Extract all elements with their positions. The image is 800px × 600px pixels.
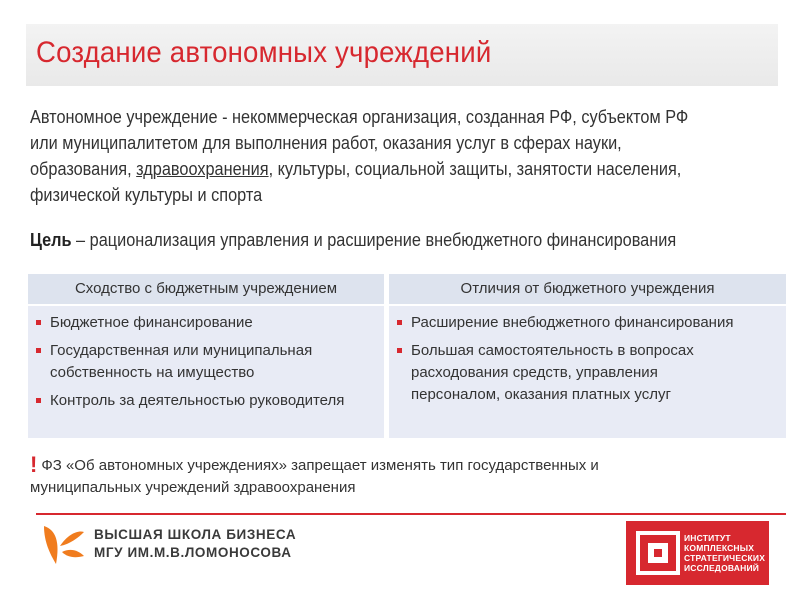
institute-text-line-1: ИНСТИТУТ [684, 533, 731, 543]
law-note-line-1 [30, 452, 790, 477]
law-note-text-1: ФЗ «Об автономных учреждениях» запрещает изменять тип государственных и [41, 457, 599, 474]
footer-divider [36, 513, 786, 515]
list-item-text: Бюджетное финансирование [50, 314, 253, 331]
institute-emblem-icon [636, 531, 680, 575]
differences-header: Отличия от бюджетного учреждения [389, 274, 786, 304]
institute-text-line-4: ИССЛЕДОВАНИЙ [684, 563, 760, 573]
similarities-header: Сходство с бюджетным учреждением [28, 274, 384, 304]
bullet-square-icon [397, 348, 402, 353]
slide-title: Создание автономных учреждений [36, 36, 492, 69]
intro-paragraph [30, 104, 718, 208]
business-school-emblem-icon [38, 522, 86, 568]
comparison-table [28, 274, 786, 438]
institute-logo [626, 521, 769, 585]
institute-text-line-2: КОМПЛЕКСНЫХ [684, 543, 755, 553]
similarities-column [28, 274, 384, 438]
bullet-square-icon [36, 398, 41, 403]
intro-line-3-end: , культуры, социальной защиты, занятости населения, [268, 159, 682, 179]
logo-text-line-2: МГУ ИМ.М.В.ЛОМОНОСОВА [94, 545, 292, 560]
list-item-text: Контроль за деятельностью руководителя [50, 392, 345, 409]
list-item [397, 312, 778, 334]
list-item [397, 340, 778, 406]
list-item [36, 390, 376, 412]
intro-line-4: физической культуры и спорта [30, 185, 263, 205]
list-item-text: персоналом, оказания платных услуг [411, 386, 671, 403]
intro-line-3 [30, 156, 718, 182]
goal-statement [30, 229, 736, 251]
list-item-text: Большая самостоятельность в вопросах [411, 342, 694, 359]
law-note [30, 452, 790, 499]
business-school-name [94, 526, 296, 562]
list-item [36, 312, 376, 334]
differences-column [389, 274, 786, 438]
differences-list [389, 304, 786, 438]
law-note-line-2: муниципальных учреждений здравоохранения [30, 479, 356, 496]
list-item-text: Государственная или муниципальная [50, 342, 313, 359]
bullet-square-icon [36, 320, 41, 325]
list-item-text: собственность на имущество [50, 364, 255, 381]
goal-label: Цель [30, 230, 72, 250]
list-item [36, 340, 376, 384]
business-school-logo [36, 520, 298, 570]
intro-line-2: или муниципалитетом для выполнения работ, оказания услуг в сферах науки, [30, 133, 622, 153]
bullet-square-icon [397, 320, 402, 325]
institute-text-line-3: СТРАТЕГИЧЕСКИХ [684, 553, 766, 563]
list-item-text: Расширение внебюджетного финансирования [411, 314, 734, 331]
intro-line-1: Автономное учреждение - некоммерческая организация, созданная РФ, субъектом РФ [30, 107, 689, 127]
intro-line-3-start: образования, [30, 159, 137, 179]
exclamation-icon: ! [30, 452, 38, 477]
list-item-text: расходования средств, управления [411, 364, 658, 381]
goal-text: – рационализация управления и расширение внебюджетного финансирования [71, 230, 677, 250]
institute-name [684, 533, 765, 573]
healthcare-link[interactable]: здравоохранения [136, 159, 269, 179]
bullet-square-icon [36, 348, 41, 353]
logo-text-line-1: ВЫСШАЯ ШКОЛА БИЗНЕСА [94, 527, 297, 542]
similarities-list [28, 304, 384, 438]
